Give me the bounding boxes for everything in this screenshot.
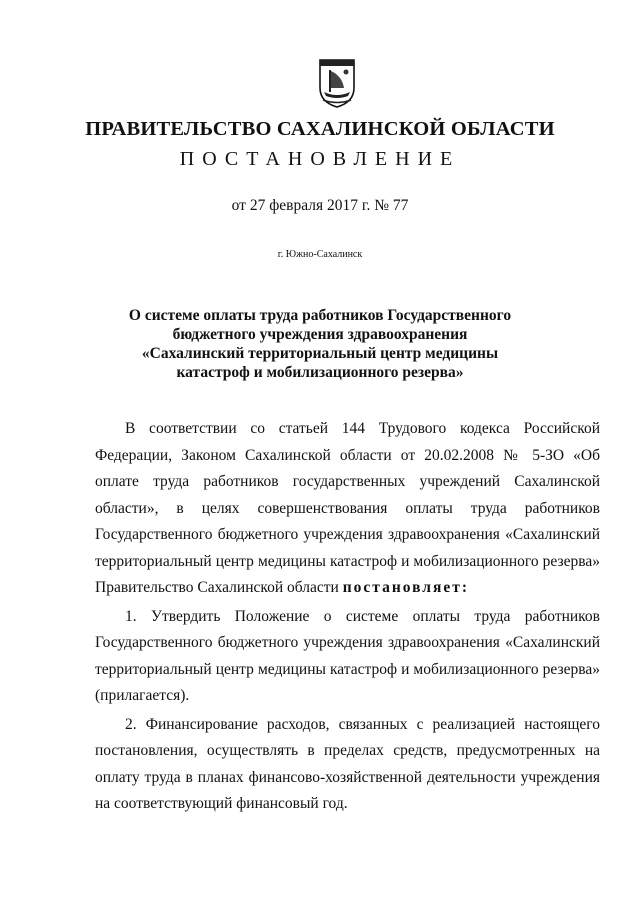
issue-city: г. Южно-Сахалинск xyxy=(277,249,363,260)
item-1-paragraph: 1. Утвердить Положение о системе оплаты труда работников Государственного бюджетного учреждения здравоохранения «Сахалинский территориальный центр медицины катастроф и мобилизационного резерва» (прилагается). xyxy=(95,607,600,704)
title-line: «Сахалинский территориальный центр медицины xyxy=(141,345,499,362)
resolves-keyword: постановляет: xyxy=(342,579,470,596)
document-title xyxy=(95,306,545,382)
title-line: О системе оплаты труда работников Государственного xyxy=(128,307,512,324)
preamble-text: В соответствии со статьей 144 Трудового кодекса Российской Федерации, Законом Сахалинской области от 20.02.2008 № 5-ЗО «Об оплате труда работников государственных учреждений Сахалинской области», в целях совершенствования оплаты труда работников Государственного бюджетного учреждения здравоохранения «Сахалинский территориальный центр медицины катастроф и мобилизационного резерва» Правительство Сахалинской области xyxy=(95,420,600,596)
document-body xyxy=(95,416,600,820)
title-line: катастроф и мобилизационного резерва» xyxy=(176,364,464,381)
organization-name: ПРАВИТЕЛЬСТВО САХАЛИНСКОЙ ОБЛАСТИ xyxy=(85,118,555,140)
document-date-number: от 27 февраля 2017 г. № 77 xyxy=(231,197,409,214)
title-line: бюджетного учреждения здравоохранения xyxy=(172,326,468,343)
document-type: ПОСТАНОВЛЕНИЕ xyxy=(179,148,461,170)
item-2-paragraph: 2. Финансирование расходов, связанных с реализацией настоящего постановления, осуществлять в пределах средств, предусмотренных на оплату труда в планах финансово-хозяйственной деятельности учреждения на соответствующий финансовый год. xyxy=(95,715,600,812)
preamble-paragraph xyxy=(95,416,600,602)
sakhalin-coat-of-arms-icon xyxy=(318,58,356,108)
